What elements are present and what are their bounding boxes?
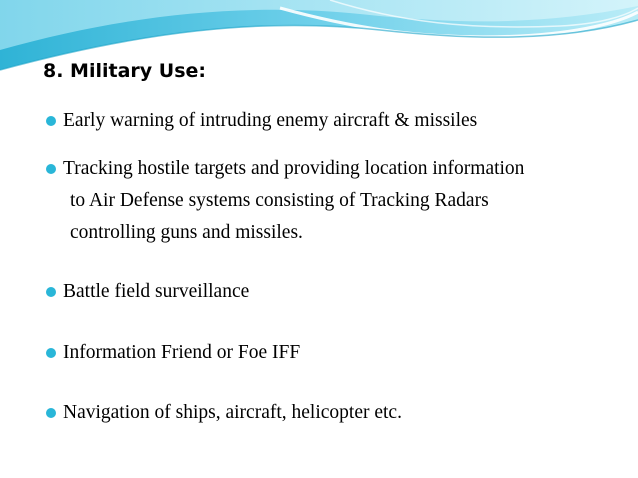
bullet-line: Tracking hostile targets and providing location information [63, 158, 525, 179]
bullet-text [63, 276, 603, 308]
bullet-line: to Air Defense systems consisting of Tracking Radars [70, 190, 489, 211]
bullet-text [63, 397, 603, 429]
bullet-dot [46, 287, 56, 297]
bullet-text [63, 105, 603, 137]
bullet-line: Information Friend or Foe IFF [63, 342, 301, 363]
bullet-dot [46, 116, 56, 126]
bullet-line: Battle field surveillance [63, 281, 250, 302]
slide-title: 8. Military Use: [43, 60, 206, 82]
bullet-line: Navigation of ships, aircraft, helicopter etc. [63, 402, 402, 423]
bullet-text [63, 153, 603, 249]
bullet-dot [46, 348, 56, 358]
bullet-dot [46, 408, 56, 418]
bullet-text [63, 337, 603, 369]
bullet-line: Early warning of intruding enemy aircraft & missiles [63, 110, 478, 131]
bullet-dot [46, 164, 56, 174]
bullet-line: controlling guns and missiles. [70, 222, 303, 243]
